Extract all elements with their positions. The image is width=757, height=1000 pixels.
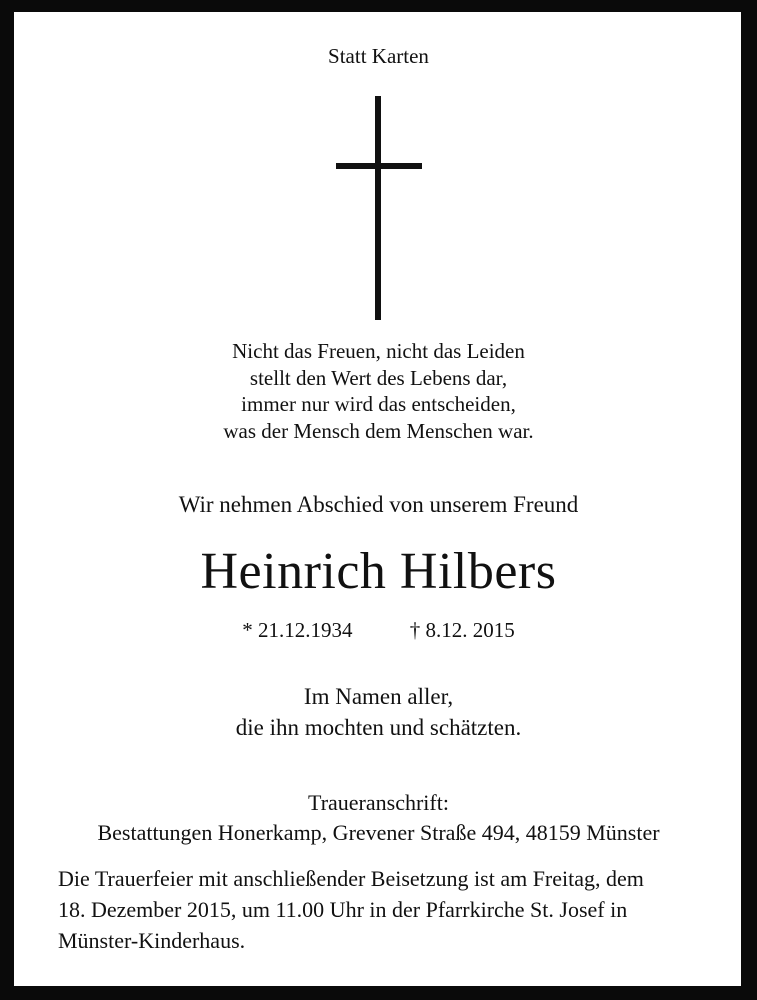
cross-vertical-bar	[375, 96, 381, 320]
cross-icon	[336, 96, 422, 320]
poem-line: immer nur wird das entscheiden,	[241, 392, 516, 416]
cross-horizontal-bar	[336, 163, 422, 169]
poem	[0, 338, 757, 444]
poem-line: was der Mensch dem Menschen war.	[223, 418, 534, 443]
mourners-line: die ihn mochten und schätzten.	[235, 714, 522, 740]
service-line: Münster-Kinderhaus.	[58, 928, 246, 953]
intro-text: Statt Karten	[328, 44, 429, 68]
mourners-text	[0, 682, 757, 743]
service-line: 18. Dezember 2015, um 11.00 Uhr in der Pfarrkirche St. Josef in	[58, 897, 628, 922]
service-line: Die Trauerfeier mit anschließender Beisetzung ist am Freitag, dem	[58, 866, 644, 891]
life-dates	[0, 618, 757, 643]
funeral-service-info	[58, 863, 698, 956]
address-value: Bestattungen Honerkamp, Grevener Straße 494, 48159 Münster	[97, 820, 660, 845]
death-date: † 8.12. 2015	[409, 618, 515, 642]
birth-date: * 21.12.1934	[242, 618, 353, 642]
poem-line: stellt den Wert des Lebens dar,	[249, 365, 508, 390]
address-label: Traueranschrift:	[308, 790, 449, 815]
mourning-address	[0, 788, 757, 848]
deceased-name: Heinrich Hilbers	[200, 543, 557, 600]
poem-line: Nicht das Freuen, nicht das Leiden	[232, 339, 525, 363]
farewell-text: Wir nehmen Abschied von unserem Freund	[178, 492, 579, 517]
mourners-line: Im Namen aller,	[303, 684, 454, 709]
